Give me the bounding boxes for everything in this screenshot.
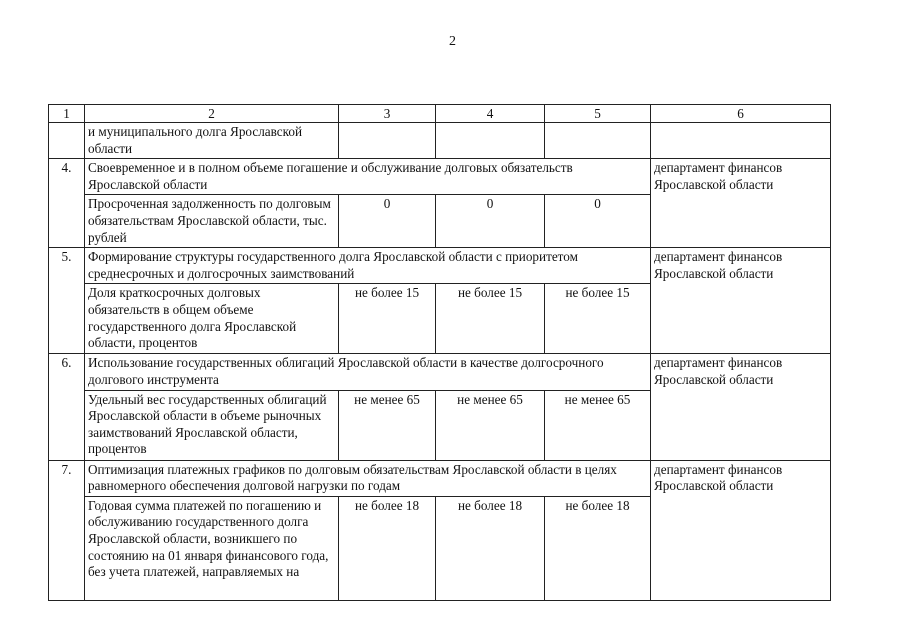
- responsible-cell: департамент финансов Ярославской области: [651, 354, 831, 460]
- value-cell-2: 0: [436, 195, 545, 248]
- value-cell-1: [339, 123, 436, 159]
- table-row-task: [49, 248, 831, 284]
- header-col-3: 3: [339, 105, 436, 123]
- page-number: 2: [449, 34, 456, 49]
- value-cell-3: не более 15: [545, 284, 651, 354]
- task-cell: Использование государственных облигаций Ярославской области в качестве долгосрочного долгового инструмента: [85, 354, 651, 390]
- value-cell-1: не менее 65: [339, 390, 436, 460]
- measures-table: [48, 104, 831, 601]
- value-cell-3: 0: [545, 195, 651, 248]
- header-col-2: 2: [85, 105, 339, 123]
- value-cell-3: не более 18: [545, 496, 651, 600]
- task-cell: Оптимизация платежных графиков по долговым обязательствам Ярославской области в целях равномерного обеспечения долговой нагрузки по годам: [85, 460, 651, 496]
- row-number: 4.: [49, 159, 85, 248]
- row-number: 6.: [49, 354, 85, 460]
- responsible-cell: департамент финансов Ярославской области: [651, 248, 831, 354]
- value-cell-2: не менее 65: [436, 390, 545, 460]
- indicator-cell: Доля краткосрочных долговых обязательств в общем объеме государственного долга Ярославской области, процентов: [85, 284, 339, 354]
- table-row-continued: [49, 123, 831, 159]
- header-row: [49, 105, 831, 123]
- header-col-6: 6: [651, 105, 831, 123]
- num-cell: [49, 123, 85, 159]
- responsible-cell: департамент финансов Ярославской области: [651, 159, 831, 248]
- indicator-cell: Удельный вес государственных облигаций Ярославской области в объеме рыночных заимствований Ярославской области, процентов: [85, 390, 339, 460]
- responsible-cell: департамент финансов Ярославской области: [651, 460, 831, 600]
- responsible-cell: [651, 123, 831, 159]
- value-cell-2: [436, 123, 545, 159]
- row-number: 7.: [49, 460, 85, 600]
- row-number: 5.: [49, 248, 85, 354]
- table-row-task: [49, 354, 831, 390]
- value-cell-1: 0: [339, 195, 436, 248]
- value-cell-1: не более 15: [339, 284, 436, 354]
- value-cell-3: [545, 123, 651, 159]
- value-cell-2: не более 15: [436, 284, 545, 354]
- table-row-task: [49, 159, 831, 195]
- task-cell: Формирование структуры государственного долга Ярославской области с приоритетом среднесрочных и долгосрочных заимствований: [85, 248, 651, 284]
- indicator-cell: Годовая сумма платежей по погашению и обслуживанию государственного долга Ярославской области, возникшего по состоянию на 01 января финансового года, без учета платежей, направляемых на: [85, 496, 339, 600]
- task-cell: Своевременное и в полном объеме погашение и обслуживание долговых обязательств Ярославской области: [85, 159, 651, 195]
- indicator-cell: и муниципального долга Ярославской области: [85, 123, 339, 159]
- value-cell-3: не менее 65: [545, 390, 651, 460]
- value-cell-2: не более 18: [436, 496, 545, 600]
- header-col-5: 5: [545, 105, 651, 123]
- header-col-1: 1: [49, 105, 85, 123]
- value-cell-1: не более 18: [339, 496, 436, 600]
- indicator-cell: Просроченная задолженность по долговым обязательствам Ярославской области, тыс. рублей: [85, 195, 339, 248]
- header-col-4: 4: [436, 105, 545, 123]
- table-row-task: [49, 460, 831, 496]
